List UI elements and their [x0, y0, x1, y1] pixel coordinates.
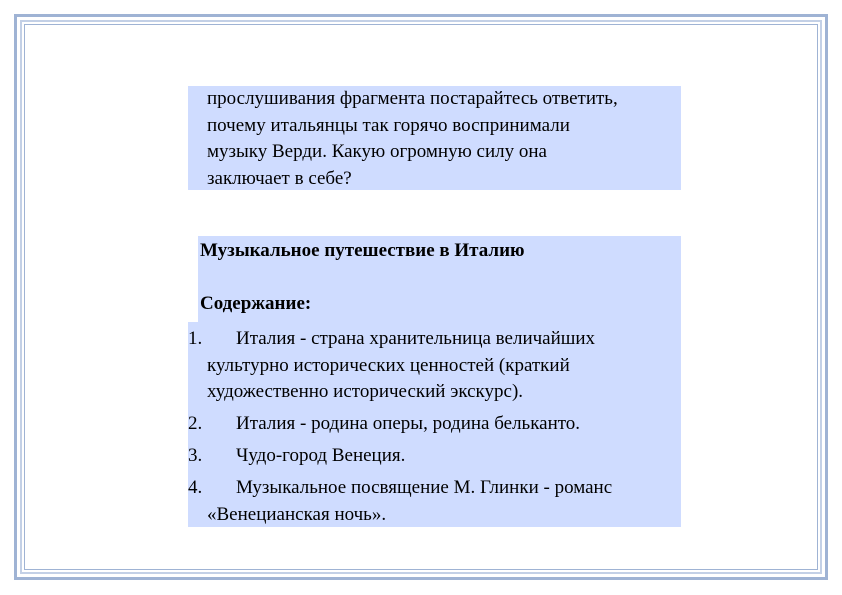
intro-line: заключает в себе? — [207, 167, 352, 189]
item-line: культурно исторических ценностей (краткий — [207, 354, 570, 376]
item-number: 3. — [188, 445, 203, 466]
section-title: Музыкальное путешествие в Италию — [200, 240, 525, 261]
contents-list — [188, 322, 681, 527]
item-line: художественно исторический экскурс). — [207, 381, 524, 402]
item-number: 2. — [188, 413, 203, 434]
contents-heading: Содержание: — [200, 293, 312, 314]
contents-item-2 — [188, 411, 681, 438]
contents-item-3 — [188, 443, 681, 470]
section-header-block — [198, 236, 681, 322]
item-line: Италия - страна хранительница величайших — [236, 328, 596, 349]
item-line: Чудо-город Венеция. — [236, 445, 406, 466]
contents-item-1 — [188, 326, 681, 406]
intro-text-block — [188, 86, 681, 190]
intro-line: музыку Верди. Какую огромную силу она — [207, 141, 547, 162]
intro-line: прослушивания фрагмента постарайтесь ответить, — [207, 88, 618, 109]
intro-line: почему итальянцы так горячо воспринимали — [207, 114, 570, 136]
item-line: «Венецианская ночь». — [207, 503, 387, 525]
item-number: 4. — [188, 477, 203, 498]
contents-item-4 — [188, 475, 681, 528]
item-line: Италия - родина оперы, родина бельканто. — [236, 413, 581, 434]
item-number: 1. — [188, 328, 203, 349]
item-line: Музыкальное посвящение М. Глинки - романс — [236, 477, 613, 498]
